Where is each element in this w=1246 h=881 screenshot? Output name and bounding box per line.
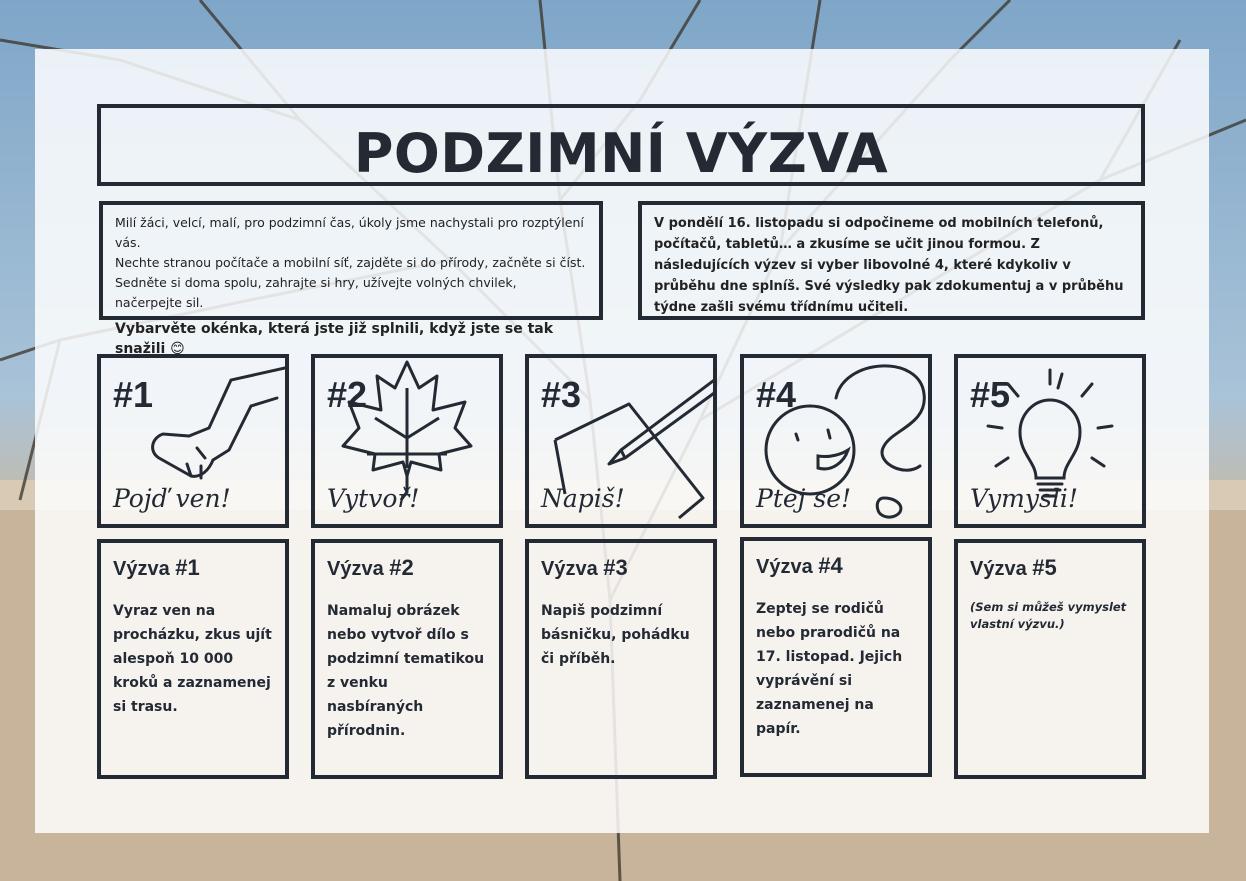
page-title: PODZIMNÍ VÝZVA [353, 122, 889, 185]
intro-line: Nechte stranou počítače a mobilní síť, zajděte si do přírody, začněte si číst. [115, 255, 586, 270]
task-box-5 [954, 539, 1146, 779]
task-text: Vyraz ven na procházku, zkus ujít alespoň 10 000 kroků a zaznamenej si trasu. [113, 603, 272, 715]
info-box [638, 201, 1145, 320]
card-number: #5 [970, 374, 1011, 415]
task-text: Namaluj obrázek nebo vytvoř dílo s podzimní tematikou z venku nasbíraných přírodnin. [327, 603, 485, 739]
task-text: Napiš podzimní básničku, pohádku či příběh. [541, 603, 690, 667]
task-box-4 [740, 537, 932, 777]
intro-emphasis: Vybarvěte okénka, která jste již splnili, když jste se tak snažili 😊 [115, 321, 554, 357]
intro-line: Milí žáci, velcí, malí, pro podzimní čas, úkoly jsme nachystali pro rozptýlení vás. [115, 215, 584, 250]
card-caption: Pojď ven! [113, 484, 231, 513]
card-caption: Napiš! [541, 484, 625, 513]
worksheet [35, 49, 1209, 833]
task-title: Výzva #2 [327, 555, 414, 580]
card-caption: Ptej se! [756, 484, 852, 513]
challenge-card-2 [311, 354, 503, 528]
task-box-2 [311, 539, 503, 779]
challenge-card-3 [525, 354, 717, 528]
task-title: Výzva #1 [113, 555, 200, 580]
task-title: Výzva #3 [541, 555, 628, 580]
challenge-card-4 [740, 354, 932, 528]
task-text: (Sem si můžeš vymyslet vlastní výzvu.) [970, 600, 1127, 631]
info-text: V pondělí 16. listopadu si odpočineme od mobilních telefonů, počítačů, tabletů… a zkusíme se učit jinou formou. Z následujících výzev si vyber libovolné 4, které kdykoliv v průběhu dne splníš. Své výsledky pak zdokumentuj a v průběhu týdne zašli svému třídnímu učiteli. [654, 216, 1124, 315]
task-box-1 [97, 539, 289, 779]
title-box [97, 104, 1145, 186]
challenge-card-1 [97, 354, 289, 528]
card-caption: Vymysli! [970, 484, 1078, 513]
card-number: #1 [113, 374, 154, 415]
card-number: #3 [541, 374, 582, 415]
card-number: #4 [756, 374, 797, 415]
task-text: Zeptej se rodičů nebo prarodičů na 17. listopad. Jejich vyprávění si zaznamenej na papír. [756, 601, 903, 737]
intro-box [99, 201, 603, 357]
challenge-card-5 [954, 354, 1146, 528]
task-title: Výzva #5 [970, 555, 1057, 580]
intro-line: Sedněte si doma spolu, zahrajte si hry, užívejte volných chvilek, načerpejte sil. [115, 275, 517, 310]
card-caption: Vytvoř! [327, 484, 420, 513]
task-title: Výzva #4 [756, 553, 843, 578]
task-box-3 [525, 539, 717, 779]
card-number: #2 [327, 374, 368, 415]
